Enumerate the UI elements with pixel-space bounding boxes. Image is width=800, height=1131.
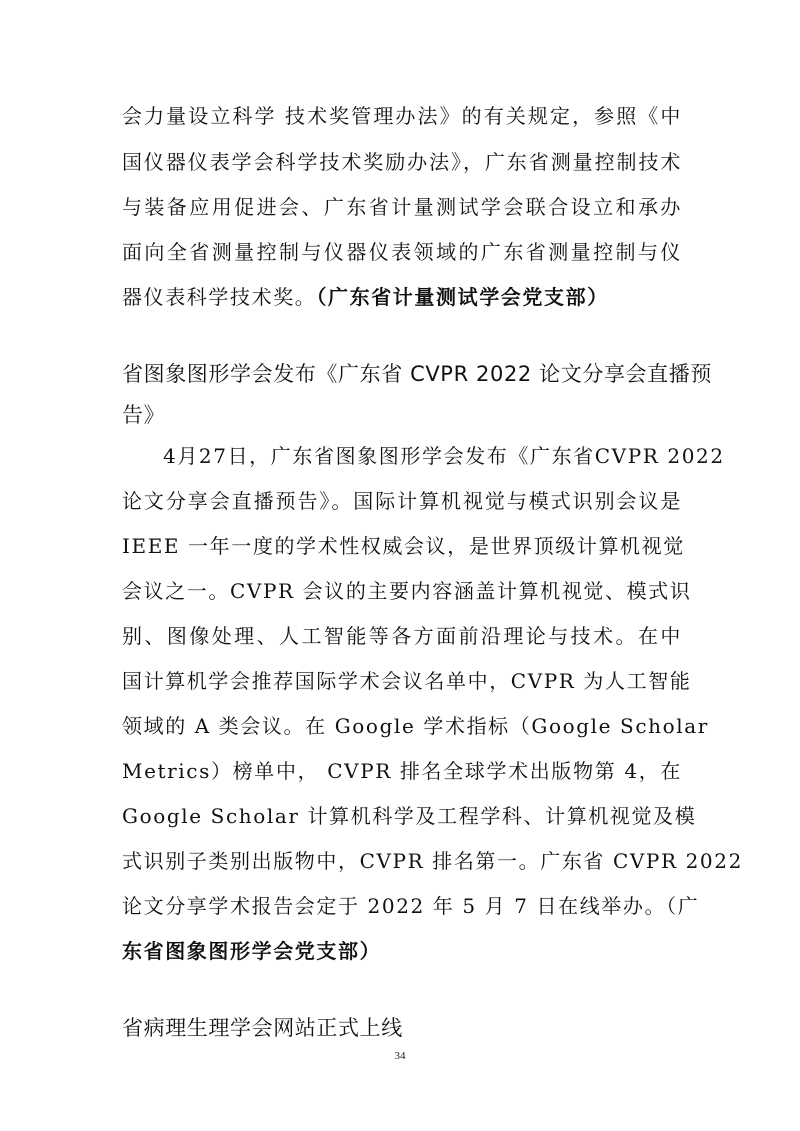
paragraph-line: 国仪器仪表学会科学技术奖励办法》，广东省测量控制技术 bbox=[122, 150, 682, 174]
paragraph-line: 国计算机学会推荐国际学术会议名单中，CVPR 为人工智能 bbox=[122, 669, 692, 693]
paragraph-line: IEEE 一年一度的学术性权威会议，是世界顶级计算机视觉 bbox=[122, 534, 685, 558]
page-number: 34 bbox=[394, 1050, 406, 1062]
paragraph-line: Google Scholar 计算机科学及工程学科、计算机视觉及模 bbox=[122, 804, 697, 828]
section-heading-line: 告》 bbox=[122, 403, 166, 427]
source-attribution: 东省图象图形学会党支部） bbox=[122, 939, 382, 963]
paragraph-line: 领域的 A 类会议。在 Google 学术指标（Google Scholar bbox=[122, 714, 709, 738]
paragraph-last-line bbox=[122, 285, 682, 309]
section-heading-line: 省图象图形学会发布《广东省 CVPR 2022 论文分享会直播预 bbox=[122, 362, 712, 386]
source-attribution: （广东省计量测试学会党支部） bbox=[316, 285, 609, 309]
paragraph-line: 会议之一。CVPR 会议的主要内容涵盖计算机视觉、模式识 bbox=[122, 579, 692, 603]
paragraph-line: Metrics）榜单中， CVPR 排名全球学术出版物第 4，在 bbox=[122, 759, 682, 783]
paragraph-line: 论文分享学术报告会定于 2022 年 5 月 7 日在线举办。（广 bbox=[122, 894, 700, 918]
paragraph-line: 会力量设立科学 技术奖管理办法》的有关规定，参照《中 bbox=[122, 104, 682, 128]
paragraph-line: 4月27日，广东省图象图形学会发布《广东省CVPR 2022 bbox=[163, 444, 725, 468]
paragraph-text: 器仪表科学技术奖。 bbox=[122, 285, 317, 309]
paragraph-line: 面向全省测量控制与仪器仪表领域的广东省测量控制与仪 bbox=[122, 240, 682, 264]
paragraph-line: 式识别子类别出版物中，CVPR 排名第一。广东省 CVPR 2022 bbox=[122, 849, 743, 873]
section-heading: 省病理生理学会网站正式上线 bbox=[122, 1016, 403, 1040]
paragraph-line: 与装备应用促进会、广东省计量测试学会联合设立和承办 bbox=[122, 195, 682, 219]
paragraph-line: 别、图像处理、人工智能等各方面前沿理论与技术。在中 bbox=[122, 624, 682, 648]
paragraph-line: 论文分享会直播预告》。国际计算机视觉与模式识别会议是 bbox=[122, 489, 682, 513]
